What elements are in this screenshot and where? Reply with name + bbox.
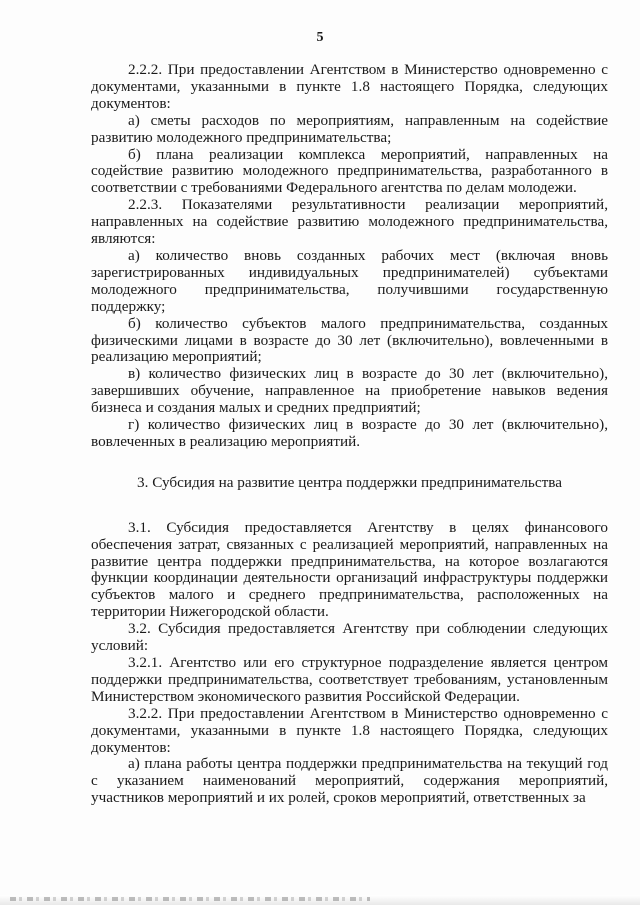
paragraph-2-2-3-v: в) количество физических лиц в возрасте до 30 лет (включительно), завершивших обучение, направленное на приобретение навыков ведения бизнеса и создания малых и средних предприятий;: [91, 365, 608, 417]
paragraph-2-2-3-a: а) количество вновь созданных рабочих мест (включая вновь зарегистрированных индивидуальных предпринимателей) субъектами молодежного предпринимательства, получившими государственную поддержку;: [91, 246, 608, 315]
paragraph-2-2-2-a: а) сметы расходов по мероприятиям, направленным на содействие развитию молодежного предпринимательства;: [91, 111, 608, 146]
paragraph-3-2-2-a: а) плана работы центра поддержки предпринимательства на текущий год с указанием наименований мероприятий, содержания мероприятий, участников мероприятий и их ролей, сроков мероприятий, ответственных за: [91, 755, 608, 807]
scan-artifact: [10, 897, 370, 901]
paragraph-3-2-2: 3.2.2. При предоставлении Агентством в Министерство одновременно с документами, указанными в пункте 1.8 настоящего Порядка, следующих документов:: [91, 704, 608, 756]
section-heading: 3. Субсидия на развитие центра поддержки предпринимательства: [137, 473, 562, 491]
paragraph-2-2-3-b: б) количество субъектов малого предпринимательства, созданных физическими лицами в возрасте до 30 лет (включительно), вовлеченными в реализацию мероприятий;: [91, 314, 608, 366]
paragraph-2-2-3-g: г) количество физических лиц в возрасте до 30 лет (включительно), вовлеченных в реализацию мероприятий.: [91, 416, 608, 450]
document-body: [91, 62, 608, 807]
paragraph-3-2: 3.2. Субсидия предоставляется Агентству при соблюдении следующих условий:: [91, 620, 608, 655]
paragraph-2-2-2-b: б) плана реализации комплекса мероприятий, направленных на содействие развитию молодежного предпринимательства, разработанного в соответствии с требованиями Федерального агентства по делам молодежи.: [91, 145, 608, 197]
paragraph-3-1: 3.1. Субсидия предоставляется Агентству в целях финансового обеспечения затрат, связанных с реализацией мероприятий, направленных на развитие центра поддержки предпринимательства, на которое возлагаются функции координации деятельности организаций инфраструктуры поддержки субъектов малого и среднего предпринимательства, расположенных на территории Нижегородской области.: [91, 518, 608, 621]
paragraph-3-2-1: 3.2.1. Агентство или его структурное подразделение является центром поддержки предпринимательства, соответствует требованиям, установленным Министерством экономического развития Российской Федерации.: [91, 654, 608, 705]
paragraph-2-2-3: 2.2.3. Показателями результативности реализации мероприятий, направленных на содействие развитию молодежного предпринимательства, являются:: [91, 196, 608, 248]
page-number: 5: [316, 30, 324, 45]
paragraph-2-2-2: 2.2.2. При предоставлении Агентством в Министерство одновременно с документами, указанными в пункте 1.8 настоящего Порядка, следующих документов:: [91, 61, 608, 112]
